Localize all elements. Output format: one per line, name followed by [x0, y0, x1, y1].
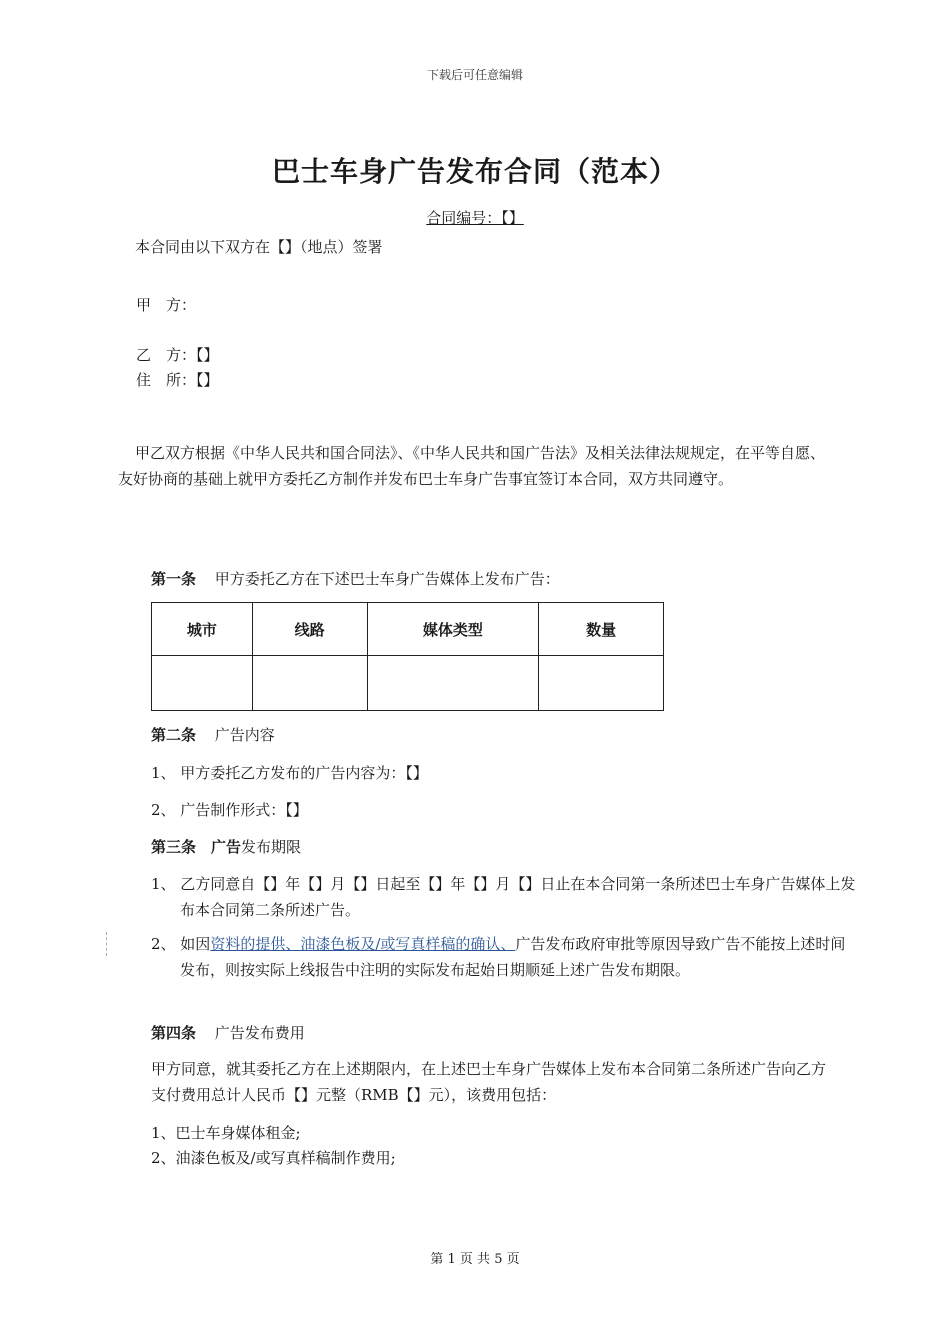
table-cell-city [152, 656, 253, 711]
article-4-text: 广告发布费用 [214, 1024, 305, 1042]
article-1-text: 甲方委托乙方在下述巴士车身广告媒体上发布广告： [214, 570, 560, 588]
article-4-paragraph: 甲方同意，就其委托乙方在上述期限内，在上述巴士车身广告媒体上发布本合同第二条所述广告向乙方支付费用总计人民币【】元整（RMB【】元），该费用包括： [151, 1060, 827, 1104]
article-2-text: 广告内容 [214, 726, 275, 744]
table-cell-quantity [539, 656, 664, 711]
article-3-item-2-rest: 广告发布政府审批等原因导致广告不能按上述时间发布，则按实际上线报告中注明的实际发布起始日期顺延上述广告发布期限。 [180, 935, 846, 979]
article-4-item-1: 1、巴士车身媒体租金; [151, 1124, 301, 1142]
party-a-line: 甲 方： [136, 296, 197, 314]
intro-line: 本合同由以下双方在【】（地点）签署 [135, 238, 383, 256]
article-3 [151, 836, 301, 857]
article-4-label: 第四条 [151, 1024, 197, 1042]
document-title: 巴士车身广告发布合同（范本） [271, 155, 678, 188]
revision-mark [106, 932, 108, 956]
article-4 [151, 1022, 305, 1043]
article-1-label: 第一条 [151, 570, 197, 588]
table-header-city: 城市 [152, 603, 253, 656]
table-header-route: 线路 [252, 603, 367, 656]
table-header-row [152, 603, 664, 656]
article-2-item-2: 2、 广告制作形式：【】 [151, 801, 308, 819]
article-3-item-1: 1、 乙方同意自【】年【】月【】日起至【】年【】月【】日止在本合同第一条所述巴士车身广告媒体上发布本合同第二条所述广告。 [151, 875, 856, 919]
article-4-item-2: 2、油漆色板及/或写真样稿制作费用; [151, 1149, 396, 1167]
article-2 [151, 724, 275, 745]
contract-number-text: 合同编号：【】 [426, 209, 524, 227]
article-2-label: 第二条 [151, 726, 197, 744]
party-b-line: 乙 方：【】 [136, 346, 219, 364]
page-footer: 第 1 页 共 5 页 [430, 1252, 520, 1267]
page-header-note: 下载后可任意编辑 [426, 68, 523, 82]
article-3-item-2-prefix: 2、 如因 [151, 935, 211, 953]
table-cell-route [252, 656, 367, 711]
article-3-text: 发布期限 [241, 838, 302, 856]
table-header-quantity: 数量 [539, 603, 664, 656]
media-table [151, 602, 664, 711]
contract-number [0, 207, 950, 228]
article-3-label: 第三条 广告 [151, 838, 242, 856]
address-line: 住 所：【】 [136, 371, 219, 389]
table-header-media-type: 媒体类型 [367, 603, 539, 656]
preamble-paragraph: 甲乙双方根据《中华人民共和国合同法》、《中华人民共和国广告法》及相关法律法规规定，在平等自愿、友好协商的基础上就甲方委托乙方制作并发布巴士车身广告事宜签订本合同，双方共同遵守。 [118, 444, 826, 488]
article-3-item-2-link[interactable]: 资料的提供、油漆色板及/或写真样稿的确认、 [210, 935, 516, 953]
article-1 [151, 568, 560, 589]
table-cell-media-type [367, 656, 539, 711]
table-row [152, 656, 664, 711]
article-3-item-2 [151, 931, 860, 983]
article-2-item-1: 1、 甲方委托乙方发布的广告内容为：【】 [151, 764, 428, 782]
